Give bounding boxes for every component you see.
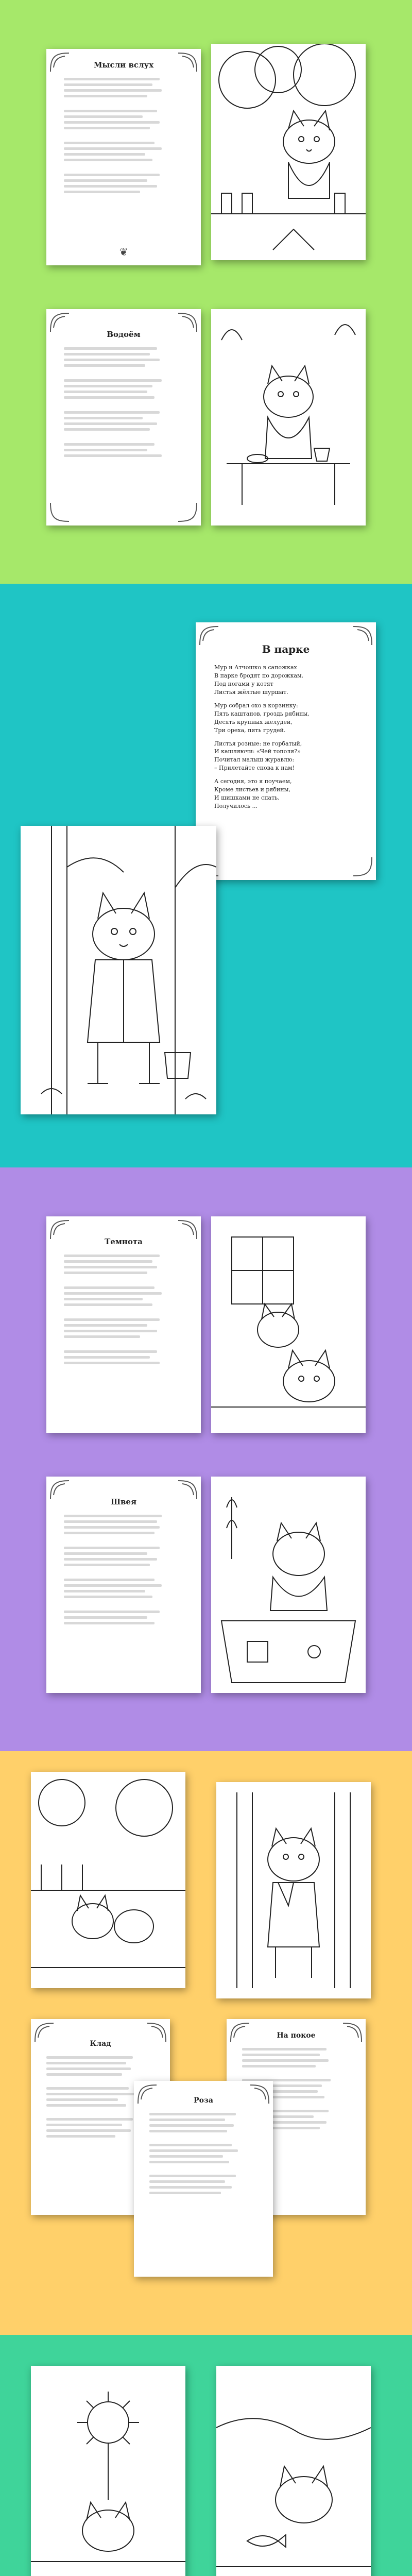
poem-page-temnota bbox=[46, 1216, 201, 1433]
poem-page-vodoem bbox=[46, 309, 201, 526]
corner-ornament-icon bbox=[177, 1219, 198, 1240]
poem-stanza: Мур собрал охо в корзинку: Пять каштанов, гроздь рябины, Десять крупных желудей, Три ореха, пять грудей. bbox=[214, 702, 310, 734]
poem-page-shveya bbox=[46, 1477, 201, 1693]
cat-window-illustration bbox=[211, 1216, 366, 1433]
coloring-page-cat-window bbox=[211, 1216, 366, 1433]
verse-placeholder bbox=[134, 2105, 273, 2202]
poem-stanza: А сегодня, это я поучаем, Кроме листьев и рябины, И шишками не спать. Получилось ... bbox=[214, 778, 292, 810]
poem-page-mysli bbox=[46, 49, 201, 265]
bottom-ornament-icon: ❦ bbox=[119, 246, 128, 258]
poem-page-roza bbox=[134, 2081, 273, 2277]
corner-ornament-icon bbox=[49, 502, 70, 522]
cat-sewing-illustration bbox=[211, 1477, 366, 1693]
poem-title: Роза bbox=[194, 2096, 213, 2105]
coloring-page-cat-sewing bbox=[211, 1477, 366, 1693]
cat-fish-illustration bbox=[216, 2366, 371, 2576]
purple-band bbox=[0, 1167, 412, 1751]
coloring-page-cat-fence bbox=[31, 1772, 185, 1988]
corner-ornament-icon bbox=[342, 2022, 363, 2043]
sunflower-cat-illustration bbox=[31, 2366, 185, 2576]
poem-page-v-parke bbox=[196, 622, 376, 880]
verse-placeholder bbox=[46, 1506, 201, 1633]
corner-ornament-icon bbox=[137, 2084, 158, 2105]
yellow-band bbox=[0, 1751, 412, 2335]
corner-ornament-icon bbox=[230, 2022, 250, 2043]
corner-ornament-icon bbox=[34, 2022, 55, 2043]
corner-ornament-icon bbox=[49, 52, 70, 73]
coloring-page-cat-table bbox=[211, 309, 366, 526]
poem-title: Темнота bbox=[105, 1237, 143, 1246]
poem-title: В парке bbox=[262, 643, 310, 655]
corner-ornament-icon bbox=[177, 312, 198, 333]
coloring-page-cat-bird bbox=[211, 44, 366, 260]
corner-ornament-icon bbox=[49, 1480, 70, 1500]
cat-scarf-illustration bbox=[216, 1782, 371, 1998]
coloring-page-sunflower-cat bbox=[31, 2366, 185, 2576]
cat-bird-illustration bbox=[211, 44, 366, 260]
poem-stanza: Мур и Атчошко в сапожках В парке бродят по дорожкам. Под ногами у котят Листья жёлтые шуршат. bbox=[214, 664, 304, 696]
poem-title: Клад bbox=[90, 2040, 111, 2048]
cyan-band bbox=[0, 584, 412, 1167]
corner-ornament-icon bbox=[177, 502, 198, 522]
verse-placeholder bbox=[46, 70, 201, 201]
coloring-page-cat-scarf bbox=[216, 1782, 371, 1998]
corner-ornament-icon bbox=[249, 2084, 270, 2105]
corner-ornament-icon bbox=[177, 52, 198, 73]
corner-ornament-icon bbox=[146, 2022, 167, 2043]
poem-title: Швея bbox=[110, 1497, 137, 1506]
corner-ornament-icon bbox=[177, 1480, 198, 1500]
corner-ornament-icon bbox=[352, 625, 373, 646]
coloring-page-cat-fish bbox=[216, 2366, 371, 2576]
cat-park-illustration bbox=[21, 826, 216, 1114]
verse-placeholder bbox=[46, 1246, 201, 1372]
poem-stanza: Листья розные: не горбатый, И кашляючи: «Чей тополя?» Почитал малыш журавлю: – Прилетайте снова к нам! bbox=[214, 740, 302, 772]
corner-ornament-icon bbox=[352, 856, 373, 877]
poem-title: Мысли вслух bbox=[93, 60, 154, 70]
green-band bbox=[0, 0, 412, 584]
coloring-page-cat-park bbox=[21, 826, 216, 1114]
corner-ornament-icon bbox=[49, 1219, 70, 1240]
mint-band bbox=[0, 2335, 412, 2576]
cat-fence-illustration bbox=[31, 1772, 185, 1988]
corner-ornament-icon bbox=[49, 312, 70, 333]
corner-ornament-icon bbox=[199, 625, 219, 646]
poem-title: На покое bbox=[277, 2031, 316, 2040]
verse-placeholder bbox=[46, 339, 201, 465]
cat-table-illustration bbox=[211, 309, 366, 526]
poem-title: Водоём bbox=[107, 330, 141, 339]
